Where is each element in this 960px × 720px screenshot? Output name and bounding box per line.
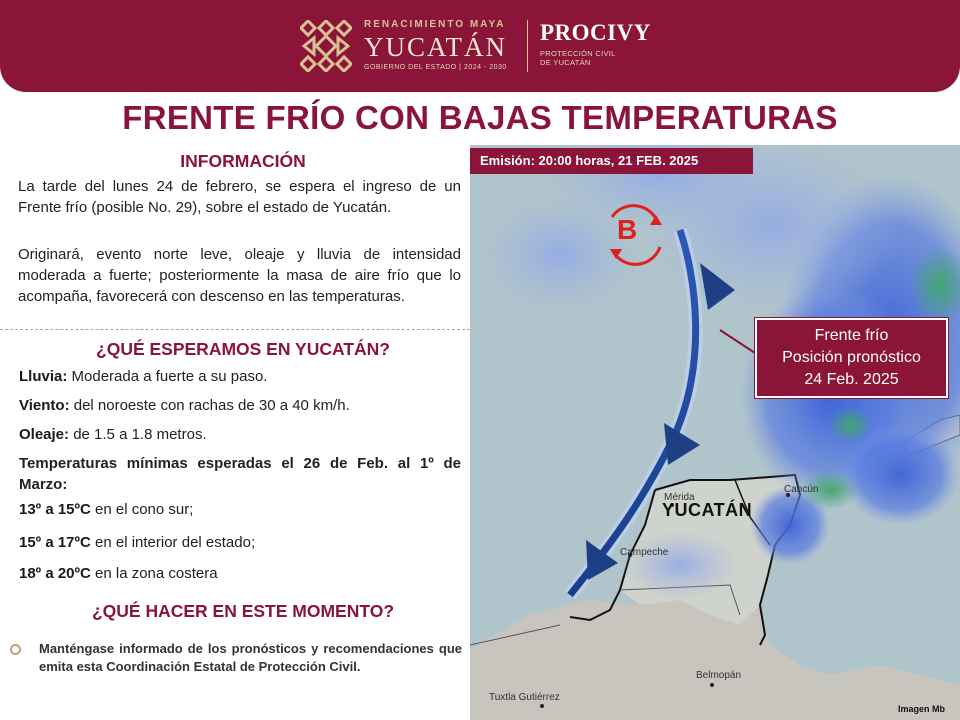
temp-item-3: [19, 563, 461, 584]
viento-item: [19, 395, 461, 416]
city-label-belmopan: Belmopán: [696, 670, 742, 681]
temp-2-area: en el interior del estado;: [90, 534, 256, 551]
temp-1-range: 13º a 15ºC: [19, 501, 91, 518]
bullet-icon: [10, 644, 21, 655]
city-label-merida: Mérida: [664, 492, 695, 503]
viento-label: Viento:: [19, 397, 70, 414]
map-image: [470, 145, 960, 720]
region-label-yucatan: YUCATÁN: [662, 500, 753, 520]
low-pressure-marker: B: [617, 214, 638, 245]
weather-map: [470, 145, 960, 720]
maya-logo-icon: [300, 20, 352, 72]
recommendation-text: Manténgase informado de los pronósticos y recomendaciones que emita esta Coordinación Estatal de Protección Civil.: [39, 641, 462, 674]
procivy-block: [540, 20, 651, 67]
esperamos-heading: ¿QUÉ ESPERAMOS EN YUCATÁN?: [96, 339, 390, 359]
lluvia-label: Lluvia:: [19, 368, 68, 385]
temp-item-1: [19, 499, 461, 520]
emision-banner: Emisión: 20:00 horas, 21 FEB. 2025: [470, 148, 753, 174]
city-label-tuxtla: Tuxtla Gutiérrez: [489, 692, 560, 703]
front-box-line-3: 24 Feb. 2025: [804, 371, 899, 388]
procivy-subtitle-2: DE YUCATÁN: [540, 58, 591, 67]
procivy-name: PROCIVY: [540, 20, 651, 45]
hacer-heading: ¿QUÉ HACER EN ESTE MOMENTO?: [91, 601, 395, 621]
temp-1-area: en el cono sur;: [90, 501, 194, 518]
section-divider: [0, 329, 470, 330]
oleaje-label: Oleaje:: [19, 426, 70, 443]
header-banner: [0, 0, 960, 92]
temperaturas-heading: Temperaturas mínimas esperadas el 26 de Feb. al 1º de Marzo:: [19, 455, 461, 493]
temp-item-2: [19, 532, 461, 553]
front-box-line-2: Posición pronóstico: [782, 349, 921, 366]
city-label-cancun: Cancún: [784, 484, 819, 495]
brand-divider: [527, 20, 528, 72]
temp-2-range: 15º a 17ºC: [19, 534, 91, 551]
temp-3-range: 18º a 20ºC: [19, 565, 91, 582]
image-credit: Imagen Mb: [898, 704, 946, 714]
viento-value: del noroeste con rachas de 30 a 40 km/h.: [69, 397, 350, 414]
brand-name: YUCATÁN: [364, 32, 508, 62]
brand-tagline: RENACIMIENTO MAYA: [364, 19, 506, 30]
front-forecast-box: [755, 318, 948, 398]
brand-subtitle: GOBIERNO DEL ESTADO | 2024 - 2030: [364, 64, 507, 71]
informacion-paragraph-2: Originará, evento norte leve, oleaje y lluvia de intensidad moderada a fuerte; posteriormente la masa de aire frío que lo acompaña, favorecerá con descenso en las temperaturas.: [18, 246, 461, 305]
city-label-campeche: Campeche: [620, 547, 669, 558]
informacion-heading: INFORMACIÓN: [180, 151, 306, 171]
procivy-subtitle-1: PROTECCIÓN CIVIL: [540, 49, 616, 58]
page-title: FRENTE FRÍO CON BAJAS TEMPERATURAS: [122, 99, 838, 136]
lluvia-value: Moderada a fuerte a su paso.: [67, 368, 268, 385]
oleaje-value: de 1.5 a 1.8 metros.: [69, 426, 207, 443]
brand-block: [364, 19, 520, 71]
temp-3-area: en la zona costera: [90, 565, 218, 582]
front-box-line-1: Frente frío: [814, 327, 889, 344]
oleaje-item: [19, 424, 461, 445]
informacion-paragraph-1: La tarde del lunes 24 de febrero, se espera el ingreso de un Frente frío (posible No. 29), sobre el estado de Yucatán.: [18, 178, 461, 216]
lluvia-item: [19, 366, 461, 387]
